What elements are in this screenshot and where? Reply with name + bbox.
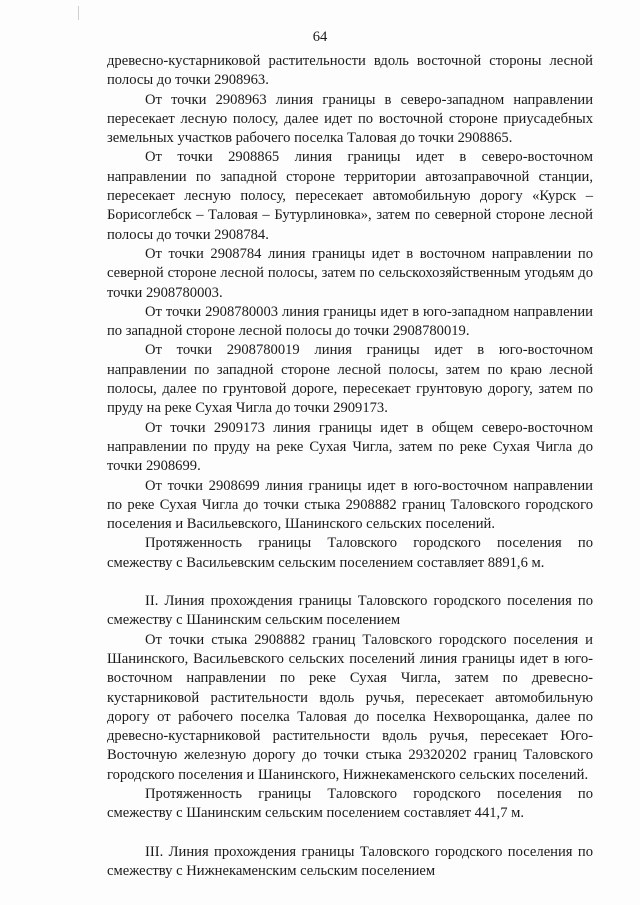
paragraph-continuation: древесно-кустарниковой растительности вдоль восточной стороны лесной полосы до точки 2908963. (107, 53, 593, 89)
paragraph-point-2908865: От точки 2908865 линия границы идет в северо-восточном направлении по западной стороне территории автозаправочной станции, пересекает лесную полосу, пересекает автомобильную дорогу «Курск – Борисоглебск – Таловая – Бутурлиновка», затем по северной стороне лесной полосы до точки 2908784. (107, 149, 593, 243)
section-gap (107, 824, 593, 843)
paragraph-point-2908963: От точки 2908963 линия границы в северо-западном направлении пересекает лесную полосу, далее идет по восточной стороне приусадебных земельных участков рабочего поселка Таловая до точки 2908865. (107, 91, 593, 147)
page-number: 64 (312, 29, 328, 45)
paragraph-point-2908882: От точки стыка 2908882 границ Таловского городского поселения и Шанинского, Васильевского сельских поселений линия границы идет в юго-восточном направлении по реке Сухая Чигла, затем по древесно-кустарниковой растительности вдоль ручья, пересекает автомобильную дорогу от рабочего поселка Таловая до поселка Нехворощанка, далее по древесно-кустарниковой растительности вдоль ручья, пересекает Юго-Восточную железную дорогу до точки стыка 29320202 границ Таловского городского поселения и Шанинского, Нижнекаменского сельских поселений. (107, 631, 593, 783)
paragraph-point-2908780003: От точки 2908780003 линия границы идет в юго-западном направлении по западной стороне лесной полосы до точки 2908780019. (107, 303, 593, 340)
section-gap (107, 573, 593, 592)
paragraph-point-2908784: От точки 2908784 линия границы идет в восточном направлении по северной стороне лесной полосы, затем по сельскохозяйственным угодьям до точки 2908780003. (107, 245, 593, 301)
paragraph-point-2908780019: От точки 2908780019 линия границы идет в юго-восточном направлении по западной стороне лесной полосы, затем по краю лесной полосы, далее по грунтовой дороге, пересекает грунтовую дорогу, затем по пруду на реке Сухая Чигла до точки 2909173. (107, 342, 593, 417)
section-heading-3: III. Линия прохождения границы Таловского городского поселения по смежеству с Нижнекаменским сельским поселением (107, 843, 593, 879)
scan-edge-mark (78, 6, 79, 20)
paragraph-length-vasilyevskoe: Протяженность границы Таловского городского поселения по смежеству с Васильевским сельским поселением составляет 8891,6 м. (107, 535, 593, 571)
paragraph-point-2909173: От точки 2909173 линия границы идет в общем северо-восточном направлении по пруду на реке Сухая Чигла, затем по реке Сухая Чигла до точки 2908699. (107, 419, 593, 475)
paragraph-point-2908699: От точки 2908699 линия границы идет в юго-восточном направлении по реке Сухая Чигла до точки стыка 2908882 границ Таловского городского поселения и Васильевского, Шанинского сельских поселений. (107, 477, 593, 533)
paragraph-length-shaninskoe: Протяженность границы Таловского городского поселения по смежеству с Шанинским сельским поселением составляет 441,7 м. (107, 785, 593, 822)
document-body (107, 52, 593, 881)
section-heading-2: II. Линия прохождения границы Таловского городского поселения по смежеству с Шанинским сельским поселением (107, 593, 593, 629)
